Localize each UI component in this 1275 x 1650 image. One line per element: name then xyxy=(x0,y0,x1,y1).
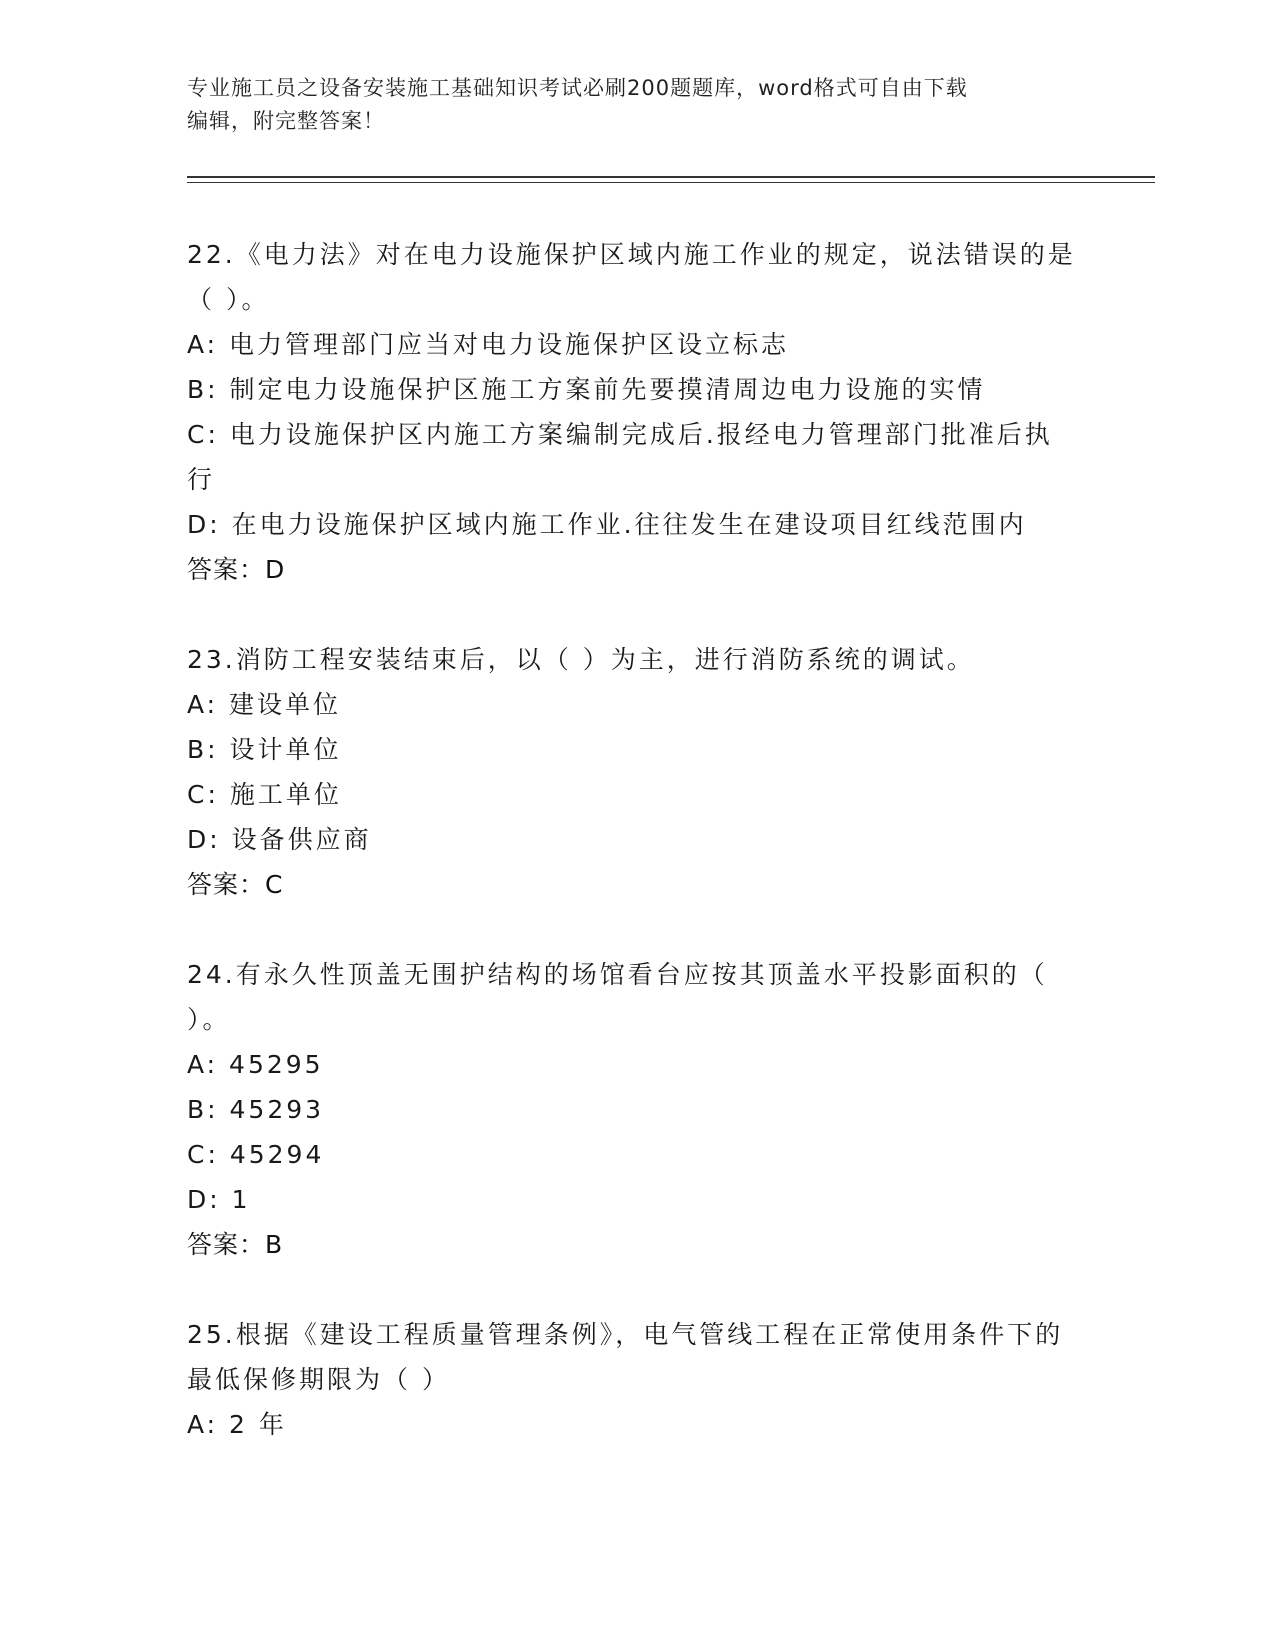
option-b: B: 制定电力设施保护区施工方案前先要摸清周边电力设施的实情 xyxy=(187,375,986,404)
question-23 xyxy=(187,637,1077,907)
answer-line: 答案：C xyxy=(187,870,284,899)
answer-line: 答案：D xyxy=(187,555,286,584)
question-stem: 24.有永久性顶盖无围护结构的场馆看台应按其顶盖水平投影面积的（ ）。 xyxy=(187,960,1048,1034)
question-24 xyxy=(187,952,1077,1267)
header-divider-thin xyxy=(187,182,1155,183)
question-25 xyxy=(187,1312,1077,1447)
question-list xyxy=(187,232,1077,1447)
option-c: C: 施工单位 xyxy=(187,780,342,809)
question-stem: 23.消防工程安装结束后，以（ ）为主，进行消防系统的调试。 xyxy=(187,645,975,674)
header-line-1: 专业施工员之设备安装施工基础知识考试必刷200题题库，word格式可自由下载 xyxy=(187,76,968,100)
option-c: C: 45294 xyxy=(187,1140,325,1169)
spacer xyxy=(187,1267,1077,1312)
spacer xyxy=(187,592,1077,637)
header-line-2: 编辑，附完整答案！ xyxy=(187,109,385,133)
option-d: D: 1 xyxy=(187,1185,251,1214)
question-stem: 25.根据《建设工程质量管理条例》，电气管线工程在正常使用条件下的最低保修期限为（ ） xyxy=(187,1320,1064,1394)
option-a: A: 电力管理部门应当对电力设施保护区设立标志 xyxy=(187,330,790,359)
question-22 xyxy=(187,232,1077,592)
option-a: A: 建设单位 xyxy=(187,690,342,719)
document-header xyxy=(187,72,1067,138)
answer-line: 答案：B xyxy=(187,1230,284,1259)
header-divider-thick xyxy=(187,176,1155,178)
option-d: D: 在电力设施保护区域内施工作业.往往发生在建设项目红线范围内 xyxy=(187,510,1027,539)
option-c: C: 电力设施保护区内施工方案编制完成后.报经电力管理部门批准后执行 xyxy=(187,420,1053,494)
question-stem: 22.《电力法》对在电力设施保护区域内施工作业的规定，说法错误的是（ ）。 xyxy=(187,240,1076,314)
spacer xyxy=(187,907,1077,952)
option-a: A: 45295 xyxy=(187,1050,324,1079)
option-d: D: 设备供应商 xyxy=(187,825,372,854)
option-a: A: 2 年 xyxy=(187,1410,287,1439)
option-b: B: 设计单位 xyxy=(187,735,342,764)
option-b: B: 45293 xyxy=(187,1095,325,1124)
